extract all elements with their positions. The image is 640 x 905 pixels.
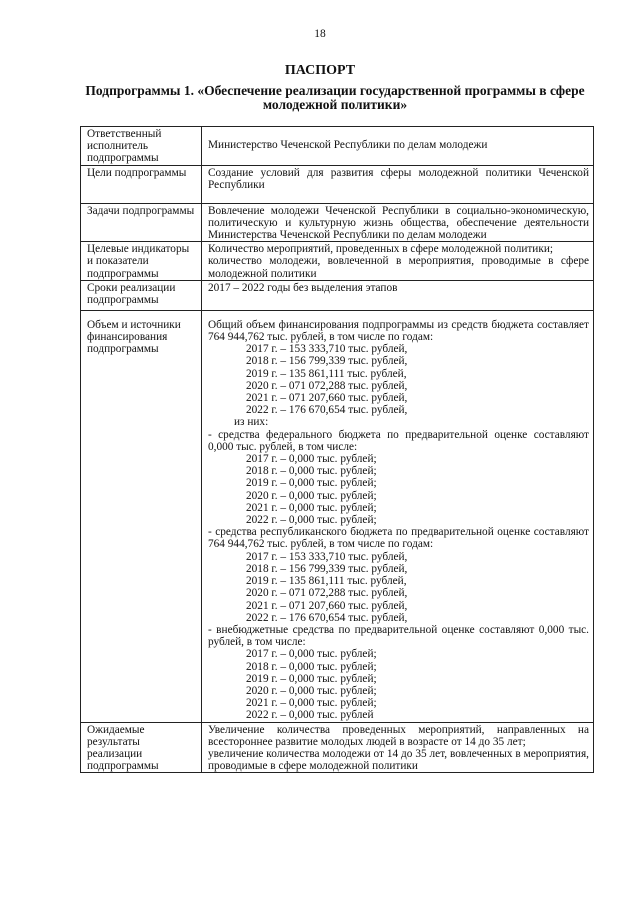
table-row-financing — [81, 310, 594, 722]
extra-year-2020: 2020 г. – 0,000 тыс. рублей; — [246, 684, 377, 697]
total-year-2019: 2019 г. – 135 861,111 тыс. рублей, — [246, 367, 407, 380]
page-number: 18 — [314, 28, 326, 40]
row-label: Ожидаемые результаты реализации подпрограммы — [81, 722, 202, 773]
row-content — [202, 310, 594, 722]
row-content: Создание условий для развития сферы молодежной политики Чеченской Республики — [202, 165, 594, 203]
row-content: Министерство Чеченской Республики по делам молодежи — [202, 127, 594, 166]
federal-year-2017: 2017 г. – 0,000 тыс. рублей; — [246, 453, 377, 466]
row-label: Задачи подпрограммы — [81, 203, 202, 242]
extra-intro: - внебюджетные средства по предварительной оценке составляют 0,000 тыс. рублей, в том числе: — [208, 623, 589, 649]
row-content: 2017 – 2022 годы без выделения этапов — [202, 280, 594, 310]
federal-year-2022: 2022 г. – 0,000 тыс. рублей; — [246, 514, 377, 527]
federal-year-2018: 2018 г. – 0,000 тыс. рублей; — [246, 465, 377, 478]
indicator-1: Количество мероприятий, проведенных в сфере молодежной политики; — [208, 243, 554, 256]
total-year-2017: 2017 г. – 153 333,710 тыс. рублей, — [246, 343, 408, 356]
total-year-2022: 2022 г. – 176 670,654 тыс. рублей, — [246, 404, 408, 417]
republic-intro: - средства республиканского бюджета по предварительной оценке составляют 764 944,762 тыс. рублей, в том числе по годам: — [208, 526, 589, 551]
row-label: Ответственный исполнитель подпрограммы — [81, 127, 202, 166]
republic-year-2018: 2018 г. – 156 799,339 тыс. рублей, — [246, 562, 408, 575]
result-1: Увеличение количества проведенных мероприятий, направленных на всестороннее развитие молодых людей в возрасте от 14 до 35 лет; — [208, 723, 589, 748]
federal-year-2019: 2019 г. – 0,000 тыс. рублей; — [246, 477, 377, 490]
federal-year-2020: 2020 г. – 0,000 тыс. рублей; — [246, 489, 377, 502]
row-label: Цели подпрограммы — [81, 165, 202, 203]
row-content — [202, 722, 594, 773]
row-label: Целевые индикаторы и показатели подпрограммы — [81, 242, 202, 281]
of-them-label: из них: — [234, 416, 269, 429]
total-year-2020: 2020 г. – 071 072,288 тыс. рублей, — [246, 379, 408, 392]
table-row-terms — [81, 280, 594, 310]
republic-year-2022: 2022 г. – 176 670,654 тыс. рублей, — [246, 611, 408, 624]
extra-year-2021: 2021 г. – 0,000 тыс. рублей; — [246, 697, 377, 710]
document-title: ПАСПОРТ — [284, 63, 356, 78]
federal-intro: - средства федерального бюджета по предварительной оценке составляют 0,000 тыс. рублей, в том числе: — [208, 428, 589, 453]
republic-year-2017: 2017 г. – 153 333,710 тыс. рублей, — [246, 550, 408, 563]
federal-year-2021: 2021 г. – 0,000 тыс. рублей; — [246, 501, 377, 514]
passport-table — [80, 126, 594, 773]
total-year-2018: 2018 г. – 156 799,339 тыс. рублей, — [246, 355, 408, 368]
document-subtitle: Подпрограммы 1. «Обеспечение реализации государственной программы в сфере молодежной политики» — [85, 83, 585, 112]
extra-year-2017: 2017 г. – 0,000 тыс. рублей; — [246, 648, 377, 661]
republic-year-2020: 2020 г. – 071 072,288 тыс. рублей, — [246, 587, 408, 600]
indicator-2: количество молодежи, вовлеченной в мероприятия, проводимые в сфере молодежной политики — [208, 255, 589, 280]
table-row-indicators — [81, 242, 594, 281]
table-row-results — [81, 722, 594, 773]
extra-year-2018: 2018 г. – 0,000 тыс. рублей; — [246, 660, 377, 673]
financing-intro: Общий объем финансирования подпрограммы из средств бюджета составляет 764 944,762 тыс. рублей, в том числе по годам: — [208, 318, 589, 344]
table-row-tasks — [81, 203, 594, 242]
table-row-goals — [81, 165, 594, 203]
row-content: Вовлечение молодежи Чеченской Республики в социально-экономическую, политическую и культурную жизнь общества, обеспечение деятельности Министерства Чеченской Республики по делам молодежи — [202, 203, 594, 242]
row-label: Объем и источники финансирования подпрограммы — [81, 310, 202, 722]
republic-year-2021: 2021 г. – 071 207,660 тыс. рублей, — [246, 599, 408, 612]
row-label: Сроки реализации подпрограммы — [81, 280, 202, 310]
extra-year-2022: 2022 г. – 0,000 тыс. рублей — [246, 709, 374, 722]
extra-year-2019: 2019 г. – 0,000 тыс. рублей; — [246, 672, 377, 685]
table-row-responsible — [81, 127, 594, 166]
result-2: увеличение количества молодежи от 14 до 35 лет, вовлеченных в мероприятия, проводимые в сфере молодежной политики — [208, 747, 589, 773]
republic-year-2019: 2019 г. – 135 861,111 тыс. рублей, — [246, 575, 407, 588]
row-content — [202, 242, 594, 281]
total-year-2021: 2021 г. – 071 207,660 тыс. рублей, — [246, 392, 408, 405]
